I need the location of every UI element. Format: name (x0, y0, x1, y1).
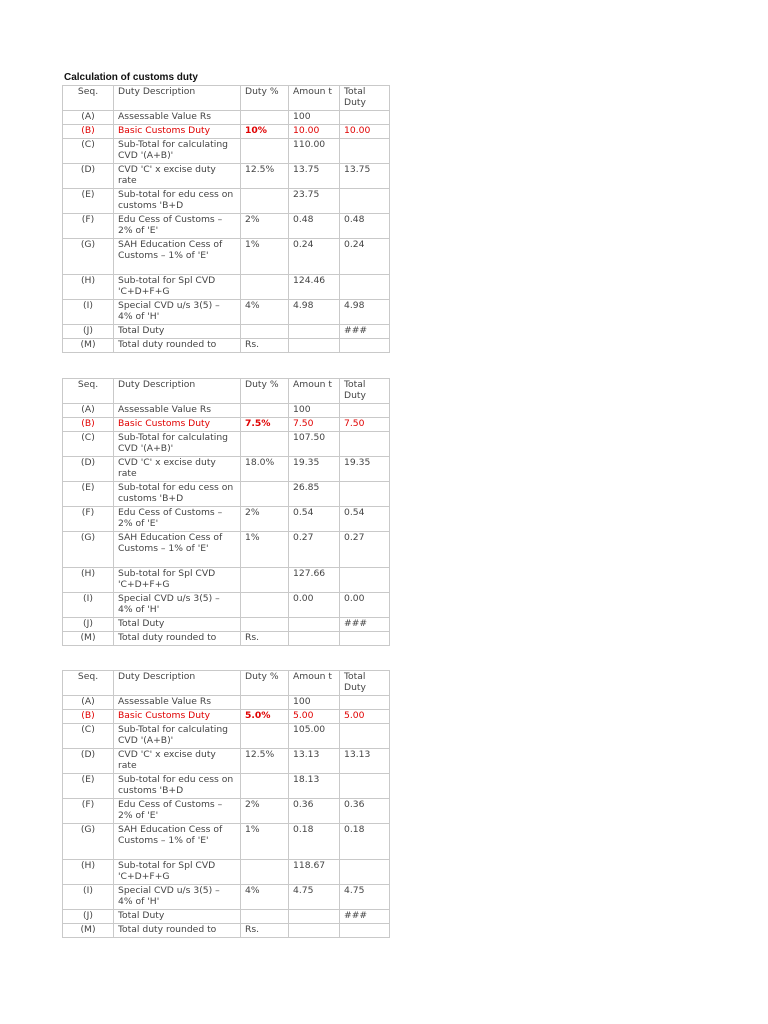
cell-amount: 0.24 (289, 239, 340, 275)
cell-seq: (B) (63, 125, 114, 139)
header-total-duty: Total Duty (340, 379, 390, 404)
cell-amount (289, 632, 340, 646)
cell-seq: (G) (63, 532, 114, 568)
cell-total-duty (340, 339, 390, 353)
cell-total-duty (340, 111, 390, 125)
cell-total-duty (340, 275, 390, 300)
cell-amount: 18.13 (289, 774, 340, 799)
cell-duty-percent (241, 568, 289, 593)
table-row (63, 774, 390, 799)
header-duty-percent: Duty % (241, 671, 289, 696)
cell-amount: 118.67 (289, 860, 340, 885)
cell-description: Edu Cess of Customs – 2% of 'E' (114, 799, 241, 824)
cell-description: Sub-total for Spl CVD 'C+D+F+G (114, 568, 241, 593)
table-row (63, 568, 390, 593)
cell-amount: 26.85 (289, 482, 340, 507)
cell-seq: (C) (63, 724, 114, 749)
cell-description: Total duty rounded to (114, 339, 241, 353)
cell-total-duty: 0.00 (340, 593, 390, 618)
cell-description: Edu Cess of Customs – 2% of 'E' (114, 507, 241, 532)
cell-description: Total duty rounded to (114, 924, 241, 938)
cell-duty-percent: 5.0% (241, 710, 289, 724)
table-row (63, 457, 390, 482)
cell-description: Assessable Value Rs (114, 111, 241, 125)
cell-total-duty: ### (340, 618, 390, 632)
cell-amount: 5.00 (289, 710, 340, 724)
cell-description: SAH Education Cess of Customs – 1% of 'E' (114, 824, 241, 860)
cell-duty-percent: Rs. (241, 339, 289, 353)
cell-amount (289, 910, 340, 924)
header-amount: Amoun t (289, 86, 340, 111)
table-row (63, 325, 390, 339)
cell-duty-percent (241, 724, 289, 749)
table-row (63, 111, 390, 125)
cell-seq: (E) (63, 774, 114, 799)
cell-total-duty: 4.98 (340, 300, 390, 325)
table-row (63, 710, 390, 724)
cell-duty-percent: 12.5% (241, 164, 289, 189)
cell-seq: (M) (63, 632, 114, 646)
cell-seq: (A) (63, 111, 114, 125)
cell-seq: (I) (63, 593, 114, 618)
header-amount: Amoun t (289, 379, 340, 404)
table-row (63, 593, 390, 618)
cell-seq: (E) (63, 189, 114, 214)
cell-total-duty (340, 482, 390, 507)
cell-description: Basic Customs Duty (114, 125, 241, 139)
header-seq: Seq. (63, 379, 114, 404)
cell-amount: 105.00 (289, 724, 340, 749)
header-amount: Amoun t (289, 671, 340, 696)
cell-amount (289, 618, 340, 632)
cell-duty-percent (241, 325, 289, 339)
cell-seq: (B) (63, 418, 114, 432)
cell-description: Edu Cess of Customs – 2% of 'E' (114, 214, 241, 239)
cell-amount: 124.46 (289, 275, 340, 300)
cell-total-duty: 13.13 (340, 749, 390, 774)
cell-total-duty (340, 774, 390, 799)
duty-table-1 (62, 85, 390, 353)
cell-duty-percent: 10% (241, 125, 289, 139)
cell-amount: 19.35 (289, 457, 340, 482)
cell-amount: 100 (289, 111, 340, 125)
table-row (63, 339, 390, 353)
cell-total-duty (340, 404, 390, 418)
cell-seq: (J) (63, 325, 114, 339)
duty-table-3 (62, 670, 390, 938)
cell-duty-percent: 2% (241, 799, 289, 824)
cell-duty-percent (241, 111, 289, 125)
cell-amount: 7.50 (289, 418, 340, 432)
cell-amount: 10.00 (289, 125, 340, 139)
cell-amount: 13.13 (289, 749, 340, 774)
cell-amount: 0.00 (289, 593, 340, 618)
cell-amount: 0.18 (289, 824, 340, 860)
cell-description: CVD 'C' x excise duty rate (114, 749, 241, 774)
cell-seq: (M) (63, 339, 114, 353)
cell-description: CVD 'C' x excise duty rate (114, 457, 241, 482)
cell-amount (289, 924, 340, 938)
cell-duty-percent (241, 404, 289, 418)
cell-duty-percent: 2% (241, 214, 289, 239)
cell-description: Basic Customs Duty (114, 418, 241, 432)
header-description: Duty Description (114, 379, 241, 404)
cell-description: Sub-total for edu cess on customs 'B+D (114, 189, 241, 214)
header-description: Duty Description (114, 86, 241, 111)
table-row (63, 532, 390, 568)
header-description: Duty Description (114, 671, 241, 696)
table-row (63, 724, 390, 749)
cell-seq: (H) (63, 568, 114, 593)
cell-total-duty: 5.00 (340, 710, 390, 724)
cell-amount: 110.00 (289, 139, 340, 164)
cell-description: Sub-Total for calculating CVD '(A+B)' (114, 432, 241, 457)
cell-amount: 0.48 (289, 214, 340, 239)
cell-duty-percent (241, 139, 289, 164)
cell-description: Assessable Value Rs (114, 404, 241, 418)
cell-seq: (D) (63, 457, 114, 482)
cell-duty-percent: Rs. (241, 924, 289, 938)
cell-total-duty: 19.35 (340, 457, 390, 482)
table-row (63, 632, 390, 646)
header-duty-percent: Duty % (241, 86, 289, 111)
table-row (63, 139, 390, 164)
cell-description: Total Duty (114, 910, 241, 924)
table-row (63, 799, 390, 824)
cell-duty-percent: 18.0% (241, 457, 289, 482)
cell-total-duty: 10.00 (340, 125, 390, 139)
cell-description: Basic Customs Duty (114, 710, 241, 724)
cell-duty-percent (241, 696, 289, 710)
cell-description: Sub-Total for calculating CVD '(A+B)' (114, 724, 241, 749)
cell-description: Sub-total for edu cess on customs 'B+D (114, 774, 241, 799)
cell-seq: (D) (63, 749, 114, 774)
cell-description: Special CVD u/s 3(5) – 4% of 'H' (114, 885, 241, 910)
table-header-row (63, 671, 390, 696)
table-row (63, 696, 390, 710)
header-duty-percent: Duty % (241, 379, 289, 404)
cell-duty-percent (241, 482, 289, 507)
cell-description: SAH Education Cess of Customs – 1% of 'E' (114, 239, 241, 275)
table-row (63, 404, 390, 418)
cell-seq: (F) (63, 214, 114, 239)
cell-total-duty: 0.24 (340, 239, 390, 275)
cell-seq: (G) (63, 824, 114, 860)
cell-total-duty: 7.50 (340, 418, 390, 432)
cell-total-duty: 0.27 (340, 532, 390, 568)
table-header-row (63, 379, 390, 404)
cell-description: Total Duty (114, 618, 241, 632)
cell-amount: 0.36 (289, 799, 340, 824)
cell-seq: (C) (63, 139, 114, 164)
table-row (63, 860, 390, 885)
cell-amount (289, 339, 340, 353)
cell-seq: (E) (63, 482, 114, 507)
cell-description: CVD 'C' x excise duty rate (114, 164, 241, 189)
cell-duty-percent (241, 432, 289, 457)
cell-description: Special CVD u/s 3(5) – 4% of 'H' (114, 300, 241, 325)
cell-duty-percent (241, 860, 289, 885)
cell-seq: (M) (63, 924, 114, 938)
cell-amount: 100 (289, 404, 340, 418)
table-row (63, 125, 390, 139)
cell-total-duty: ### (340, 325, 390, 339)
table-row (63, 507, 390, 532)
cell-duty-percent (241, 618, 289, 632)
cell-seq: (H) (63, 860, 114, 885)
header-seq: Seq. (63, 671, 114, 696)
cell-duty-percent: 1% (241, 532, 289, 568)
header-total-duty: Total Duty (340, 671, 390, 696)
cell-description: Special CVD u/s 3(5) – 4% of 'H' (114, 593, 241, 618)
cell-total-duty: ### (340, 910, 390, 924)
cell-duty-percent (241, 774, 289, 799)
duty-table-2 (62, 378, 390, 646)
cell-seq: (B) (63, 710, 114, 724)
table-row (63, 214, 390, 239)
cell-amount: 107.50 (289, 432, 340, 457)
cell-description: Assessable Value Rs (114, 696, 241, 710)
cell-description: Sub-total for Spl CVD 'C+D+F+G (114, 860, 241, 885)
cell-total-duty (340, 924, 390, 938)
cell-amount: 0.54 (289, 507, 340, 532)
cell-seq: (H) (63, 275, 114, 300)
cell-amount: 0.27 (289, 532, 340, 568)
cell-seq: (I) (63, 885, 114, 910)
cell-total-duty: 0.54 (340, 507, 390, 532)
cell-total-duty: 4.75 (340, 885, 390, 910)
cell-duty-percent: 4% (241, 885, 289, 910)
cell-total-duty (340, 432, 390, 457)
cell-total-duty (340, 860, 390, 885)
cell-total-duty (340, 632, 390, 646)
table-row (63, 824, 390, 860)
cell-seq: (D) (63, 164, 114, 189)
cell-description: Total duty rounded to (114, 632, 241, 646)
cell-seq: (I) (63, 300, 114, 325)
cell-description: SAH Education Cess of Customs – 1% of 'E' (114, 532, 241, 568)
table-row (63, 749, 390, 774)
cell-duty-percent (241, 275, 289, 300)
cell-amount: 4.75 (289, 885, 340, 910)
cell-total-duty (340, 696, 390, 710)
table-row (63, 275, 390, 300)
cell-amount (289, 325, 340, 339)
table-row (63, 910, 390, 924)
cell-duty-percent (241, 910, 289, 924)
cell-duty-percent: 1% (241, 824, 289, 860)
table-header-row (63, 86, 390, 111)
table-row (63, 239, 390, 275)
cell-seq: (A) (63, 404, 114, 418)
table-row (63, 300, 390, 325)
cell-seq: (F) (63, 799, 114, 824)
cell-total-duty: 0.36 (340, 799, 390, 824)
cell-amount: 13.75 (289, 164, 340, 189)
cell-description: Sub-total for edu cess on customs 'B+D (114, 482, 241, 507)
cell-description: Total Duty (114, 325, 241, 339)
cell-description: Sub-Total for calculating CVD '(A+B)' (114, 139, 241, 164)
table-row (63, 189, 390, 214)
table-row (63, 482, 390, 507)
cell-amount: 23.75 (289, 189, 340, 214)
cell-seq: (J) (63, 618, 114, 632)
table-row (63, 618, 390, 632)
cell-total-duty: 13.75 (340, 164, 390, 189)
cell-total-duty: 0.48 (340, 214, 390, 239)
cell-duty-percent: Rs. (241, 632, 289, 646)
cell-seq: (F) (63, 507, 114, 532)
table-row (63, 164, 390, 189)
cell-amount: 100 (289, 696, 340, 710)
table-row (63, 432, 390, 457)
cell-amount: 127.66 (289, 568, 340, 593)
cell-description: Sub-total for Spl CVD 'C+D+F+G (114, 275, 241, 300)
cell-duty-percent: 7.5% (241, 418, 289, 432)
cell-duty-percent (241, 593, 289, 618)
cell-total-duty: 0.18 (340, 824, 390, 860)
table-row (63, 885, 390, 910)
header-seq: Seq. (63, 86, 114, 111)
cell-duty-percent: 2% (241, 507, 289, 532)
cell-total-duty (340, 568, 390, 593)
cell-seq: (C) (63, 432, 114, 457)
cell-total-duty (340, 724, 390, 749)
cell-seq: (G) (63, 239, 114, 275)
document-title: Calculation of customs duty (64, 72, 198, 83)
cell-duty-percent (241, 189, 289, 214)
cell-total-duty (340, 189, 390, 214)
cell-amount: 4.98 (289, 300, 340, 325)
table-row (63, 418, 390, 432)
cell-total-duty (340, 139, 390, 164)
header-total-duty: Total Duty (340, 86, 390, 111)
cell-duty-percent: 1% (241, 239, 289, 275)
cell-seq: (A) (63, 696, 114, 710)
cell-duty-percent: 4% (241, 300, 289, 325)
cell-seq: (J) (63, 910, 114, 924)
cell-duty-percent: 12.5% (241, 749, 289, 774)
table-row (63, 924, 390, 938)
